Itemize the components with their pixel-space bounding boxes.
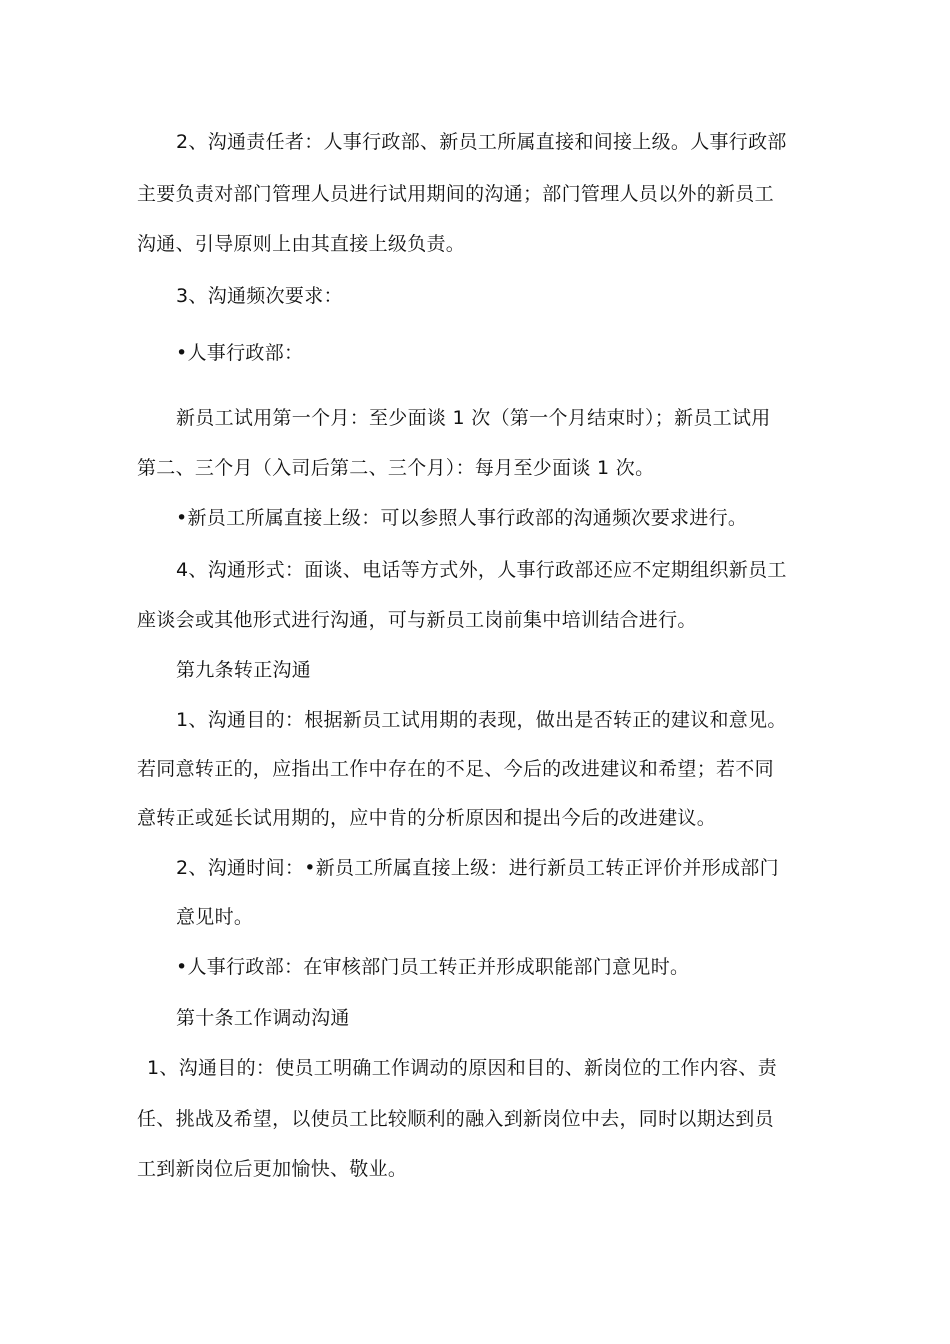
paragraph-line: 1、沟通目的：根据新员工试用期的表现，做出是否转正的建议和意见。 <box>176 709 787 731</box>
bullet-line: •人事行政部： <box>176 342 304 364</box>
bullet-line: •人事行政部：在审核部门员工转正并形成职能部门意见时。 <box>176 956 690 978</box>
paragraph-line: 1、沟通目的：使员工明确工作调动的原因和目的、新岗位的工作内容、责 <box>147 1057 777 1079</box>
bullet-line: •新员工所属直接上级：可以参照人事行政部的沟通频次要求进行。 <box>176 507 748 529</box>
paragraph-line: 2、沟通时间：•新员工所属直接上级：进行新员工转正评价并形成部门 <box>176 857 779 879</box>
paragraph-line: 新员工试用第一个月：至少面谈 1 次（第一个月结束时）；新员工试用 <box>176 407 771 429</box>
section-heading: 第十条工作调动沟通 <box>176 1007 350 1029</box>
paragraph-line: 沟通、引导原则上由其直接上级负责。 <box>137 233 466 255</box>
paragraph-line: 4、沟通形式：面谈、电话等方式外，人事行政部还应不定期组织新员工 <box>176 559 787 581</box>
paragraph-line: 2、沟通责任者：人事行政部、新员工所属直接和间接上级。人事行政部 <box>176 131 787 153</box>
paragraph-line: 座谈会或其他形式进行沟通，可与新员工岗前集中培训结合进行。 <box>137 609 697 631</box>
paragraph-line: 任、挑战及希望，以使员工比较顺利的融入到新岗位中去，同时以期达到员 <box>137 1108 774 1130</box>
paragraph-line: 若同意转正的，应指出工作中存在的不足、今后的改进建议和希望；若不同 <box>137 758 774 780</box>
paragraph-line: 主要负责对部门管理人员进行试用期间的沟通；部门管理人员以外的新员工 <box>137 183 774 205</box>
paragraph-line: 工到新岗位后更加愉快、敬业。 <box>137 1158 408 1180</box>
section-heading: 第九条转正沟通 <box>176 659 312 681</box>
paragraph-line: 3、沟通频次要求： <box>176 285 343 307</box>
paragraph-line: 意见时。 <box>176 906 254 928</box>
paragraph-line: 意转正或延长试用期的，应中肯的分析原因和提出今后的改进建议。 <box>137 807 717 829</box>
paragraph-line: 第二、三个月（入司后第二、三个月）：每月至少面谈 1 次。 <box>137 457 655 479</box>
